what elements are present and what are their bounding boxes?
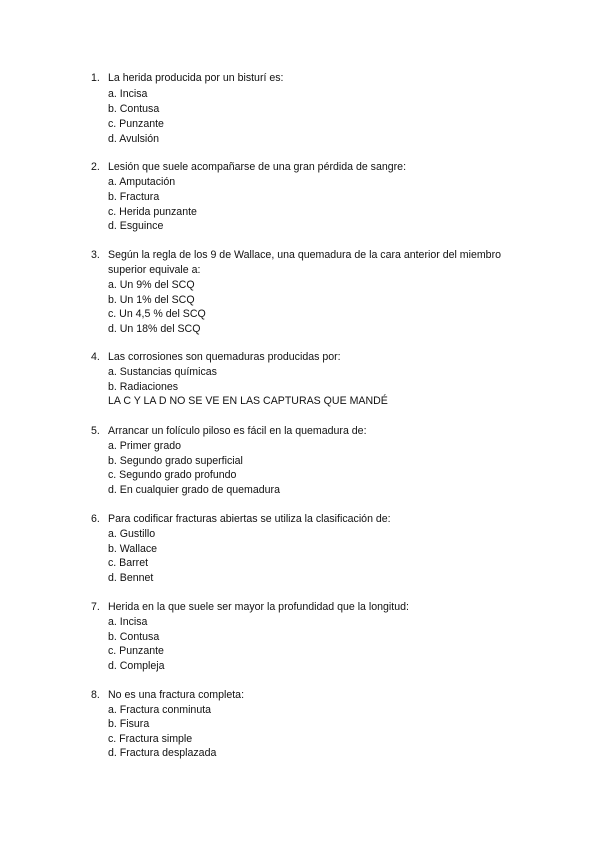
option-b: b. Fractura: [108, 191, 160, 203]
option-b: b. Radiaciones: [108, 381, 179, 393]
option-c: c. Punzante: [108, 645, 164, 657]
option-a: a. Incisa: [108, 88, 148, 100]
option-a: a. Fractura conminuta: [108, 704, 212, 716]
missing-options-note: LA C Y LA D NO SE VE EN LAS CAPTURAS QUE MANDÉ: [108, 395, 388, 407]
question-stem-line-2: superior equivale a:: [108, 264, 201, 276]
question-stem: Lesión que suele acompañarse de una gran pérdida de sangre:: [108, 161, 407, 173]
option-c: c. Fractura simple: [108, 733, 193, 745]
option-c: c. Un 4,5 % del SCQ: [108, 308, 206, 320]
option-c: c. Punzante: [108, 118, 164, 130]
option-a: a. Incisa: [108, 616, 148, 628]
option-a: a. Sustancias químicas: [108, 366, 217, 378]
option-b: b. Segundo grado superficial: [108, 455, 243, 467]
option-c: c. Herida punzante: [108, 206, 197, 218]
question-stem-line-1: Según la regla de los 9 de Wallace, una quemadura de la cara anterior del miembro: [108, 249, 501, 261]
question-number: 1.: [91, 72, 100, 84]
option-b: b. Contusa: [108, 631, 160, 643]
option-c: c. Segundo grado profundo: [108, 469, 237, 481]
question-number: 2.: [91, 161, 100, 173]
option-b: b. Wallace: [108, 543, 158, 555]
question-stem: Las corrosiones son quemaduras producidas por:: [108, 351, 341, 363]
option-d: d. Fractura desplazada: [108, 747, 217, 759]
question-stem: Herida en la que suele ser mayor la profundidad que la longitud:: [108, 601, 409, 613]
option-d: d. Un 18% del SCQ: [108, 323, 201, 335]
option-c: c. Barret: [108, 557, 149, 569]
question-stem: Para codificar fracturas abiertas se utiliza la clasificación de:: [108, 513, 391, 525]
option-b: b. Contusa: [108, 103, 160, 115]
question-stem: La herida producida por un bisturí es:: [108, 72, 284, 84]
option-d: d. Avulsión: [108, 133, 160, 145]
option-a: a. Un 9% del SCQ: [108, 279, 195, 291]
question-number: 3.: [91, 249, 100, 261]
option-b: b. Un 1% del SCQ: [108, 294, 195, 306]
option-a: a. Primer grado: [108, 440, 182, 452]
option-a: a. Gustillo: [108, 528, 156, 540]
option-d: d. Esguince: [108, 220, 164, 232]
option-b: b. Fisura: [108, 718, 150, 730]
question-number: 5.: [91, 425, 100, 437]
option-d: d. Bennet: [108, 572, 154, 584]
option-d: d. Compleja: [108, 660, 165, 672]
question-number: 7.: [91, 601, 100, 613]
question-number: 8.: [91, 689, 100, 701]
question-number: 4.: [91, 351, 100, 363]
option-d: d. En cualquier grado de quemadura: [108, 484, 280, 496]
question-stem: No es una fractura completa:: [108, 689, 245, 701]
question-number: 6.: [91, 513, 100, 525]
option-a: a. Amputación: [108, 176, 176, 188]
question-stem: Arrancar un folículo piloso es fácil en la quemadura de:: [108, 425, 367, 437]
